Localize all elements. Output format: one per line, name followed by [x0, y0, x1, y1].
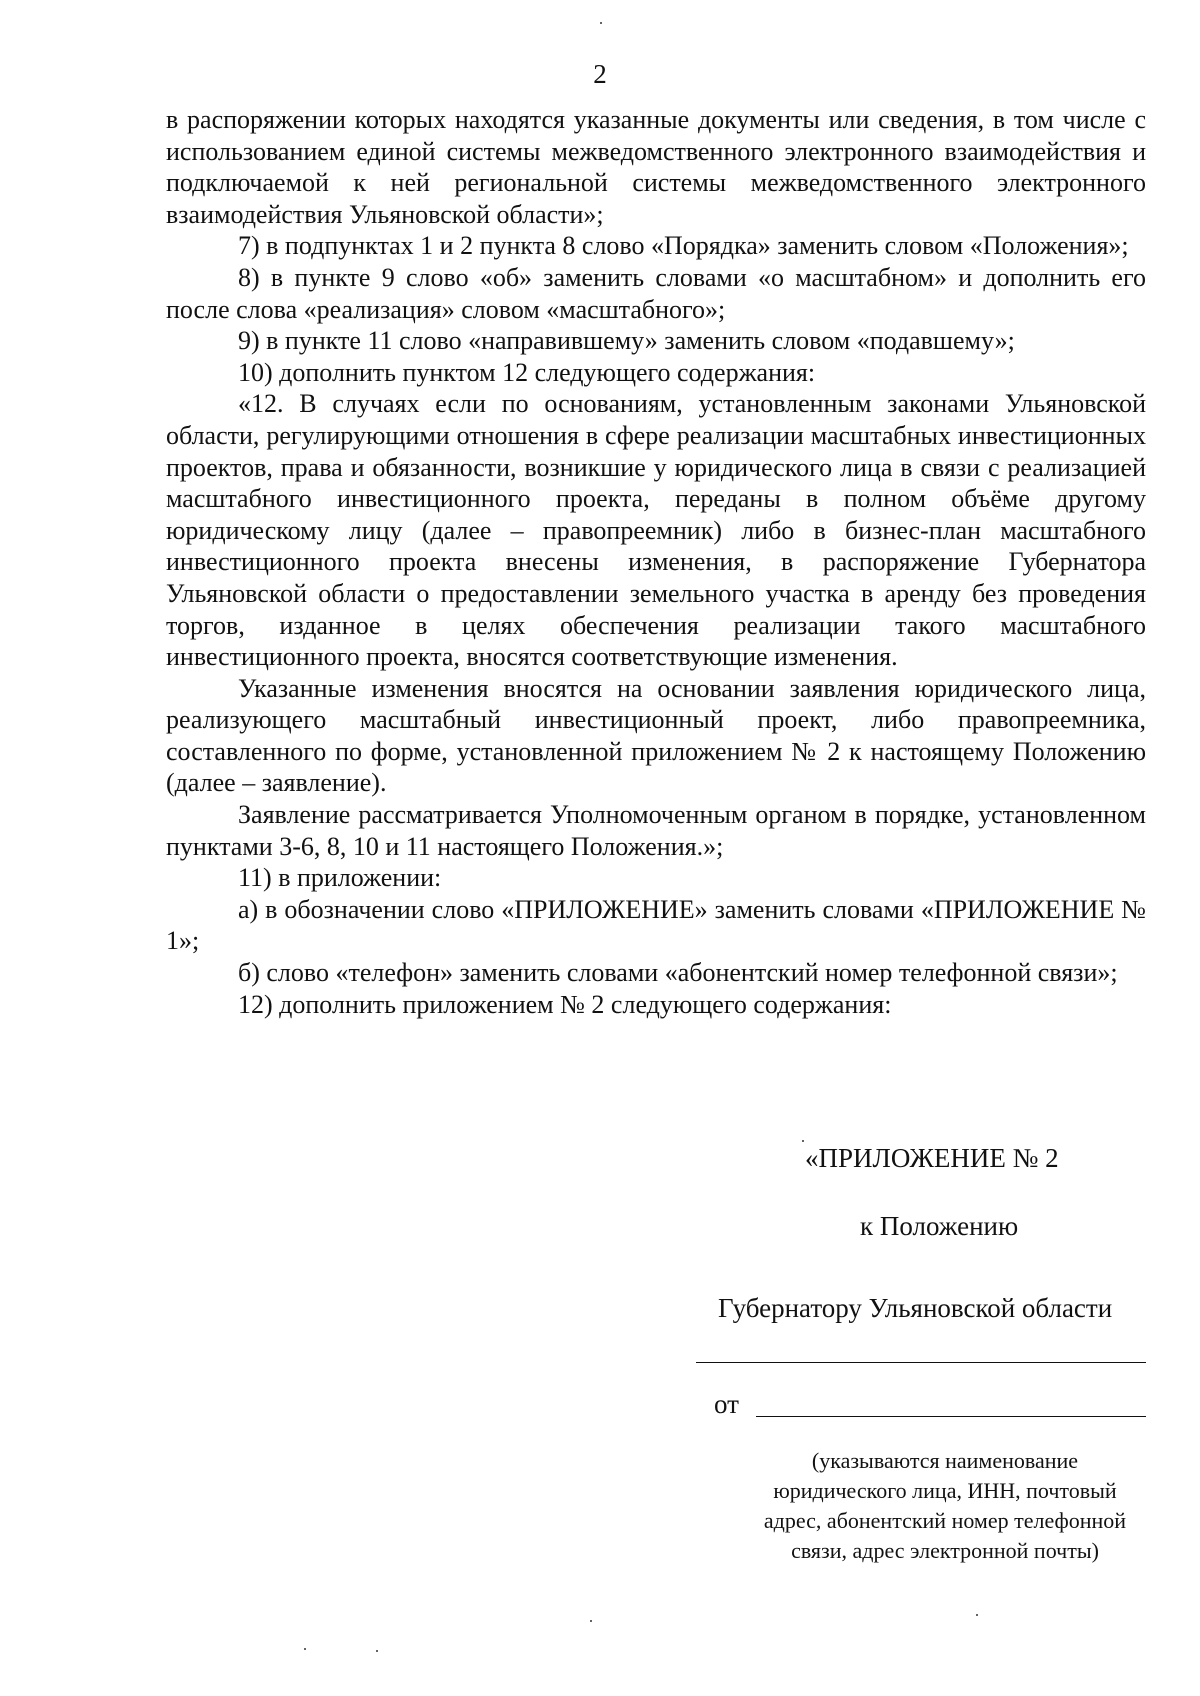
- paragraph-item-11: 11) в приложении:: [238, 863, 442, 893]
- paragraph-continuation: в распоряжении которых находятся указанные документы или сведения, в том числе с использованием единой системы межведомственного электронного взаимодействия и подключаемой к ней региональной системы межведомственного электронного взаимодействия Ульяновской области»;: [166, 105, 1146, 229]
- paragraph-item-10: 10) дополнить пунктом 12 следующего содержания:: [238, 357, 816, 387]
- paragraph-item-9: 9) в пункте 11 слово «направившему» заменить словом «подавшему»;: [238, 326, 1015, 356]
- from-label: от: [714, 1389, 739, 1419]
- scan-speck: [976, 1614, 978, 1616]
- from-blank-line: [756, 1416, 1146, 1417]
- annex-title: «ПРИЛОЖЕНИЕ № 2: [805, 1143, 1059, 1173]
- scan-speck: [600, 22, 602, 24]
- page-number: 2: [593, 59, 607, 89]
- paragraph-item-11a: а) в обозначении слово «ПРИЛОЖЕНИЕ» заменить словами «ПРИЛОЖЕНИЕ № 1»;: [166, 894, 1146, 956]
- scan-speck: [590, 1620, 592, 1622]
- from-row: [714, 1388, 1146, 1420]
- addressee-signature-line: [696, 1362, 1146, 1363]
- annex-addressee: Губернатору Ульяновской области: [718, 1293, 1113, 1323]
- paragraph-item-7: 7) в подпунктах 1 и 2 пункта 8 слово «Порядка» заменить словом «Положения»;: [238, 231, 1129, 261]
- paragraph-item-11b: б) слово «телефон» заменить словами «абонентский номер телефонной связи»;: [238, 958, 1118, 988]
- scan-speck: [802, 1140, 804, 1142]
- document-body: [166, 104, 1146, 1020]
- paragraph-item-8: 8) в пункте 9 слово «об» заменить словами «о масштабном» и дополнить его после слова «реализация» словом «масштабного»;: [166, 262, 1146, 324]
- scan-speck: [376, 1650, 378, 1652]
- paragraph-clause-12: «12. В случаях если по основаниям, установленным законами Ульяновской области, регулирующими отношения в сфере реализации масштабных инвестиционных проектов, права и обязанности, возникшие у юридического лица в связи с реализацией масштабного инвестиционного проекта, переданы в полном объёме другому юридическому лицу (далее – правопреемник) либо в бизнес-план масштабного инвестиционного проекта внесены изменения, в распоряжение Губернатора Ульяновской области о предоставлении земельного участка в аренду без проведения торгов, изданное в целях обеспечения реализации такого масштабного инвестиционного проекта, вносятся соответствующие изменения.: [166, 389, 1146, 672]
- paragraph-item-12: 12) дополнить приложением № 2 следующего содержания:: [238, 989, 892, 1019]
- paragraph-application: Заявление рассматривается Уполномоченным органом в порядке, установленном пунктами 3-6, 8, 10 и 11 настоящего Положения.»;: [166, 800, 1146, 861]
- annex-subtitle: к Положению: [860, 1211, 1019, 1241]
- annex-note: (указываются наименование юридического лица, ИНН, почтовый адрес, абонентский номер телефонной связи, адрес электронной почты): [763, 1448, 1127, 1563]
- paragraph-changes: Указанные изменения вносятся на основании заявления юридического лица, реализующего масштабный инвестиционный проект, либо правопреемника, составленного по форме, установленной приложением № 2 к настоящему Положению (далее – заявление).: [166, 673, 1146, 798]
- scan-speck: [304, 1648, 306, 1650]
